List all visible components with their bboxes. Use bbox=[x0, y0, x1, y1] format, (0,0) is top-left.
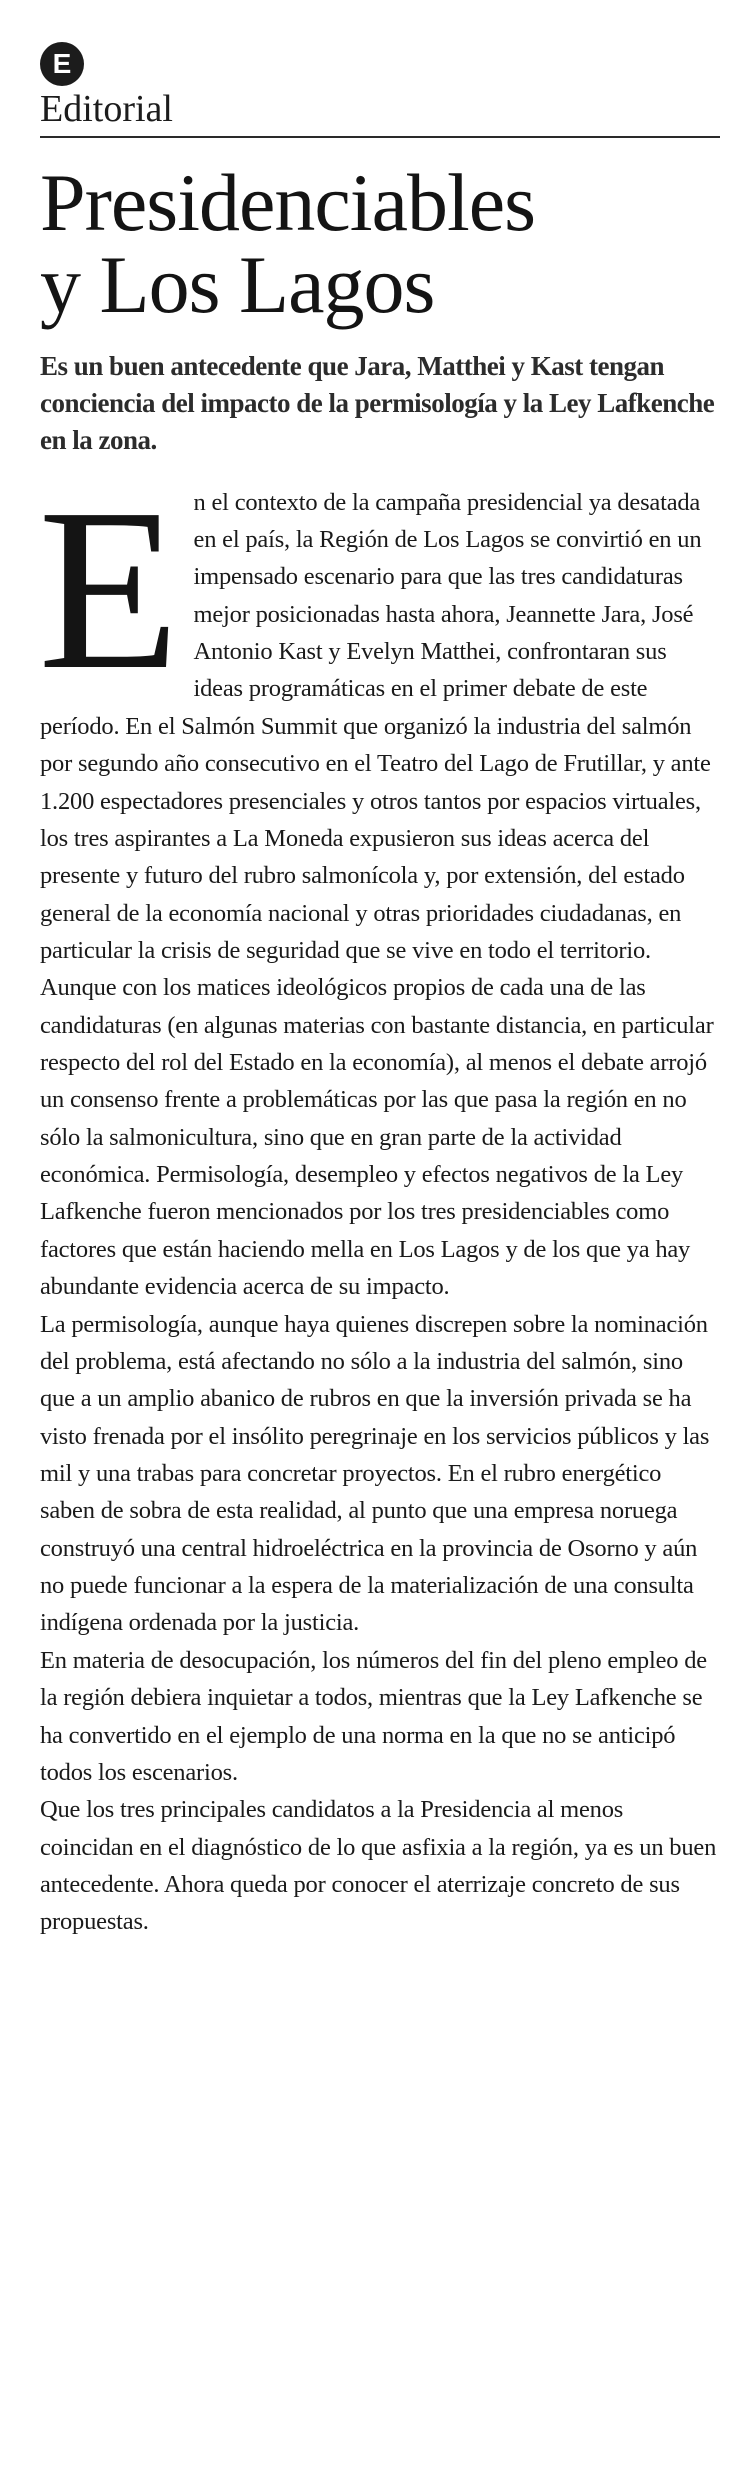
headline-line-1: Presidenciables bbox=[40, 156, 536, 248]
section-header bbox=[40, 42, 720, 138]
paragraph-1 bbox=[38, 460, 720, 970]
subheadline: Es un buen antecedente que Jara, Matthei y Kast tengan conciencia del impacto de la permisología y la Ley Lafkenche en la zona. bbox=[40, 350, 715, 456]
paragraph-2: Aunque con los matices ideológicos propios de cada una de las candidaturas (en algunas materias con bastante distancia, en particular respecto del rol del Estado en la economía), al menos el debate arrojó un consenso frente a problemáticas por las que pasa la región en no sólo la salmonicultura, sino que en gran parte de la actividad económica. Permisología, desempleo y efectos negativos de la Ley Lafkenche fueron mencionados por los tres presidenciables como factores que están haciendo mella en Los Lagos y de los que ya hay abundante evidencia acerca de su impacto. bbox=[40, 974, 714, 1301]
drop-cap: E bbox=[38, 460, 180, 718]
paragraph-4: En materia de desocupación, los números del fin del pleno empleo de la región debiera inquietar a todos, mientras que la Ley Lafkenche se ha convertido en el ejemplo de una norma en la que no se anticipó todos los escenarios. bbox=[40, 1646, 707, 1786]
section-label: Editorial bbox=[40, 88, 173, 130]
article-body bbox=[38, 460, 720, 1941]
paragraph-1-text: n el contexto de la campaña presidencial ya desatada en el país, la Región de Los Lagos se convirtió en un impensado escenario para que las tres candidaturas mejor posicionadas hasta ahora, Jeannette Jara, José Antonio Kast y Evelyn Matthei, confrontaran sus ideas programáticas en el primer debate de este período. En el Salmón Summit que organizó la industria del salmón por segundo año consecutivo en el Teatro del Lago de Frutillar, y ante 1.200 espectadores presenciales y otros tantos por espacios virtuales, los tres aspirantes a La Moneda expusieron sus ideas acerca del presente y futuro del rubro salmonícola y, por extensión, del estado general de la economía nacional y otras prioridades ciudadanas, en particular la crisis de seguridad que se vive en todo el territorio. bbox=[40, 488, 711, 964]
paragraph-3: La permisología, aunque haya quienes discrepen sobre la nominación del problema, está afectando no sólo a la industria del salmón, sino que a un amplio abanico de rubros en que la inversión privada se ha visto frenada por el insólito peregrinaje en los servicios públicos y las mil y una trabas para concretar proyectos. En el rubro energético saben de sobra de esta realidad, al punto que una empresa noruega construyó una central hidroeléctrica en la provincia de Osorno y aún no puede funcionar a la espera de la materialización de una consulta indígena ordenada por la justicia. bbox=[40, 1310, 710, 1637]
headline bbox=[40, 156, 720, 330]
section-divider bbox=[40, 136, 720, 138]
badge-letter: E bbox=[52, 48, 72, 79]
paragraph-5: Que los tres principales candidatos a la Presidencia al menos coincidan en el diagnóstico de lo que asfixia a la región, ya es un buen antecedente. Ahora queda por conocer el aterrizaje concreto de sus propuestas. bbox=[40, 1796, 717, 1936]
editorial-page bbox=[40, 42, 720, 1941]
headline-line-2: y Los Lagos bbox=[40, 238, 435, 330]
editorial-badge bbox=[40, 42, 84, 86]
